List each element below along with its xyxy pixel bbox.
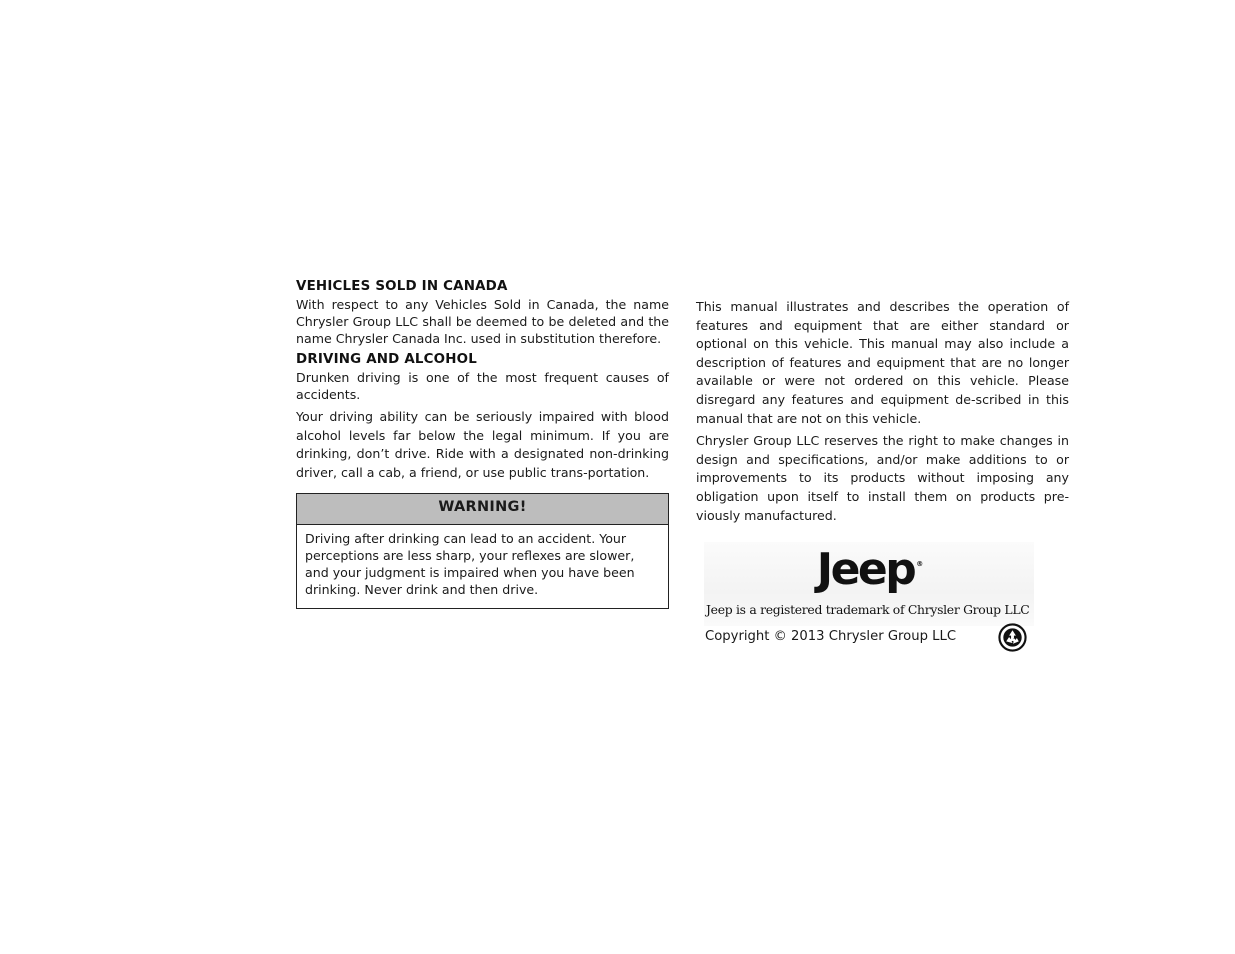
- copyright-notice: Copyright © 2013 Chrysler Group LLC: [705, 629, 957, 644]
- warning-text: Driving after drinking can lead to an accident. Your perceptions are less sharp, your reflexes are slower, and your judgment is impaired when you have been drinking. Never drink and then drive.: [305, 531, 635, 598]
- manual-description-paragraph: This manual illustrates and describes the operation of features and equipment that are either standard or optional on this vehicle. This manual may also include a description of features and equipment that are no longer available or were not ordered on this vehicle. Please disregard any features and equipment de-scribed in this manual that are not on this vehicle.: [696, 299, 1069, 426]
- right-column: [696, 298, 1069, 529]
- jeep-logo-block: [704, 542, 1034, 626]
- canada-paragraph: With respect to any Vehicles Sold in Canada, the name Chrysler Group LLC shall be deemed to be deleted and the name Chrysler Canada Inc. used in substitution therefore.: [296, 297, 669, 346]
- warning-title: WARNING!: [297, 494, 668, 525]
- warning-box: [296, 493, 669, 609]
- alcohol-paragraph-1: Drunken driving is one of the most frequent causes of accidents.: [296, 370, 669, 402]
- jeep-logo-text: Jeep: [816, 544, 915, 595]
- trademark-notice: Jeep is a registered trademark of Chrysler Group LLC: [706, 602, 1030, 617]
- heading-driving-and-alcohol: DRIVING AND ALCOHOL: [296, 352, 477, 367]
- reserves-right-paragraph: Chrysler Group LLC reserves the right to make changes in design and specifications, and/or make additions to or improvements to its products without imposing any obligation upon itself to install them on products pre-viously manufactured.: [696, 433, 1069, 523]
- jeep-logo: [704, 544, 1034, 596]
- left-column: [296, 278, 669, 609]
- recycle-icon: [998, 623, 1027, 652]
- heading-vehicles-sold-in-canada: VEHICLES SOLD IN CANADA: [296, 279, 508, 294]
- registered-mark: ®: [916, 560, 924, 568]
- alcohol-paragraph-2: Your driving ability can be seriously impaired with blood alcohol levels far below the legal minimum. If you are drinking, don’t drive. Ride with a designated non-drinking driver, call a cab, a friend, or use public trans-portation.: [296, 409, 669, 480]
